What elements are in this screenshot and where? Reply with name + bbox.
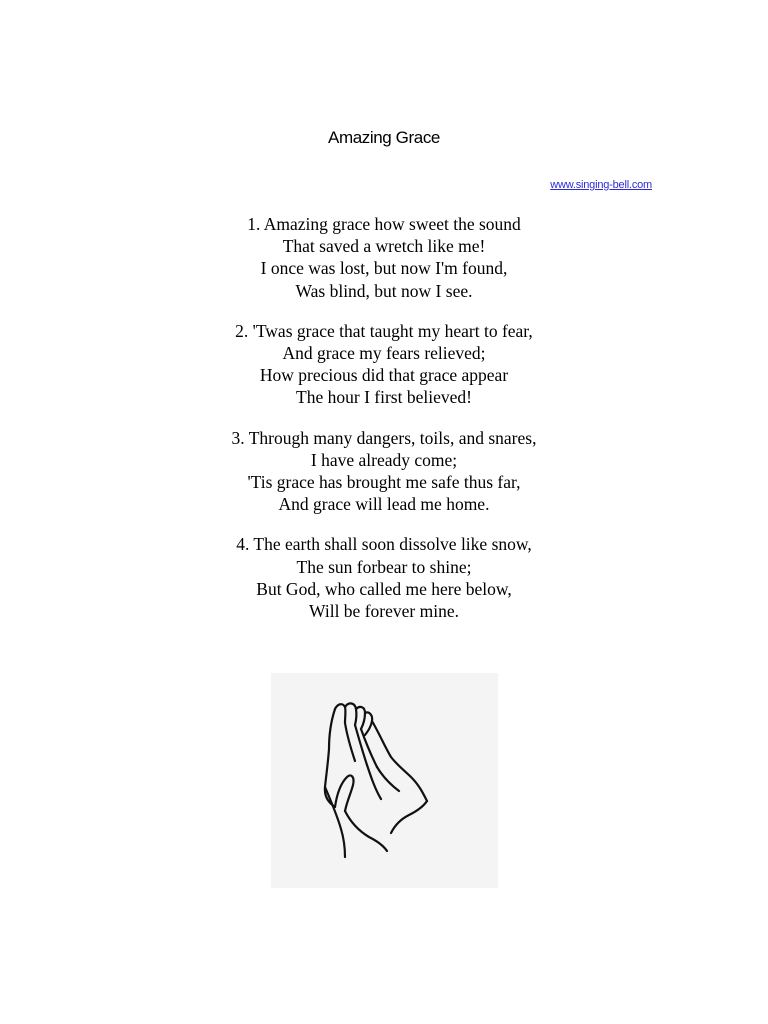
verse-line: Was blind, but now I see.: [295, 280, 473, 301]
praying-hands-icon: [271, 673, 498, 888]
verse-1: [0, 213, 768, 302]
verse-line: The hour I first believed!: [296, 387, 472, 408]
page-title: Amazing Grace: [328, 128, 440, 147]
verse-line: 1. Amazing grace how sweet the sound: [247, 214, 521, 234]
verse-line: I have already come;: [310, 449, 458, 470]
verse-3: [0, 427, 768, 516]
verse-line: 4. The earth shall soon dissolve like snow,: [236, 534, 532, 555]
verse-line: That saved a wretch like me!: [282, 236, 486, 257]
verse-line: 2. 'Twas grace that taught my heart to fear,: [235, 320, 533, 341]
verse-line: I once was lost, but now I'm found,: [260, 258, 508, 279]
verse-line: Will be forever mine.: [309, 601, 459, 622]
source-link[interactable]: www.singing-bell.com: [550, 179, 652, 191]
verse-line: But God, who called me here below,: [256, 578, 512, 599]
verse-4: [0, 533, 768, 622]
lyrics: [0, 213, 768, 640]
verse-line: 3. Through many dangers, toils, and snares,: [231, 427, 537, 448]
verse-2: [0, 320, 768, 409]
verse-line: And grace my fears relieved;: [282, 343, 486, 364]
verse-line: 'Tis grace has brought me safe thus far,: [247, 472, 521, 493]
verse-line: The sun forbear to shine;: [296, 556, 472, 577]
praying-hands-illustration: [271, 673, 498, 888]
verse-line: And grace will lead me home.: [278, 494, 490, 515]
verse-line: How precious did that grace appear: [259, 365, 509, 386]
